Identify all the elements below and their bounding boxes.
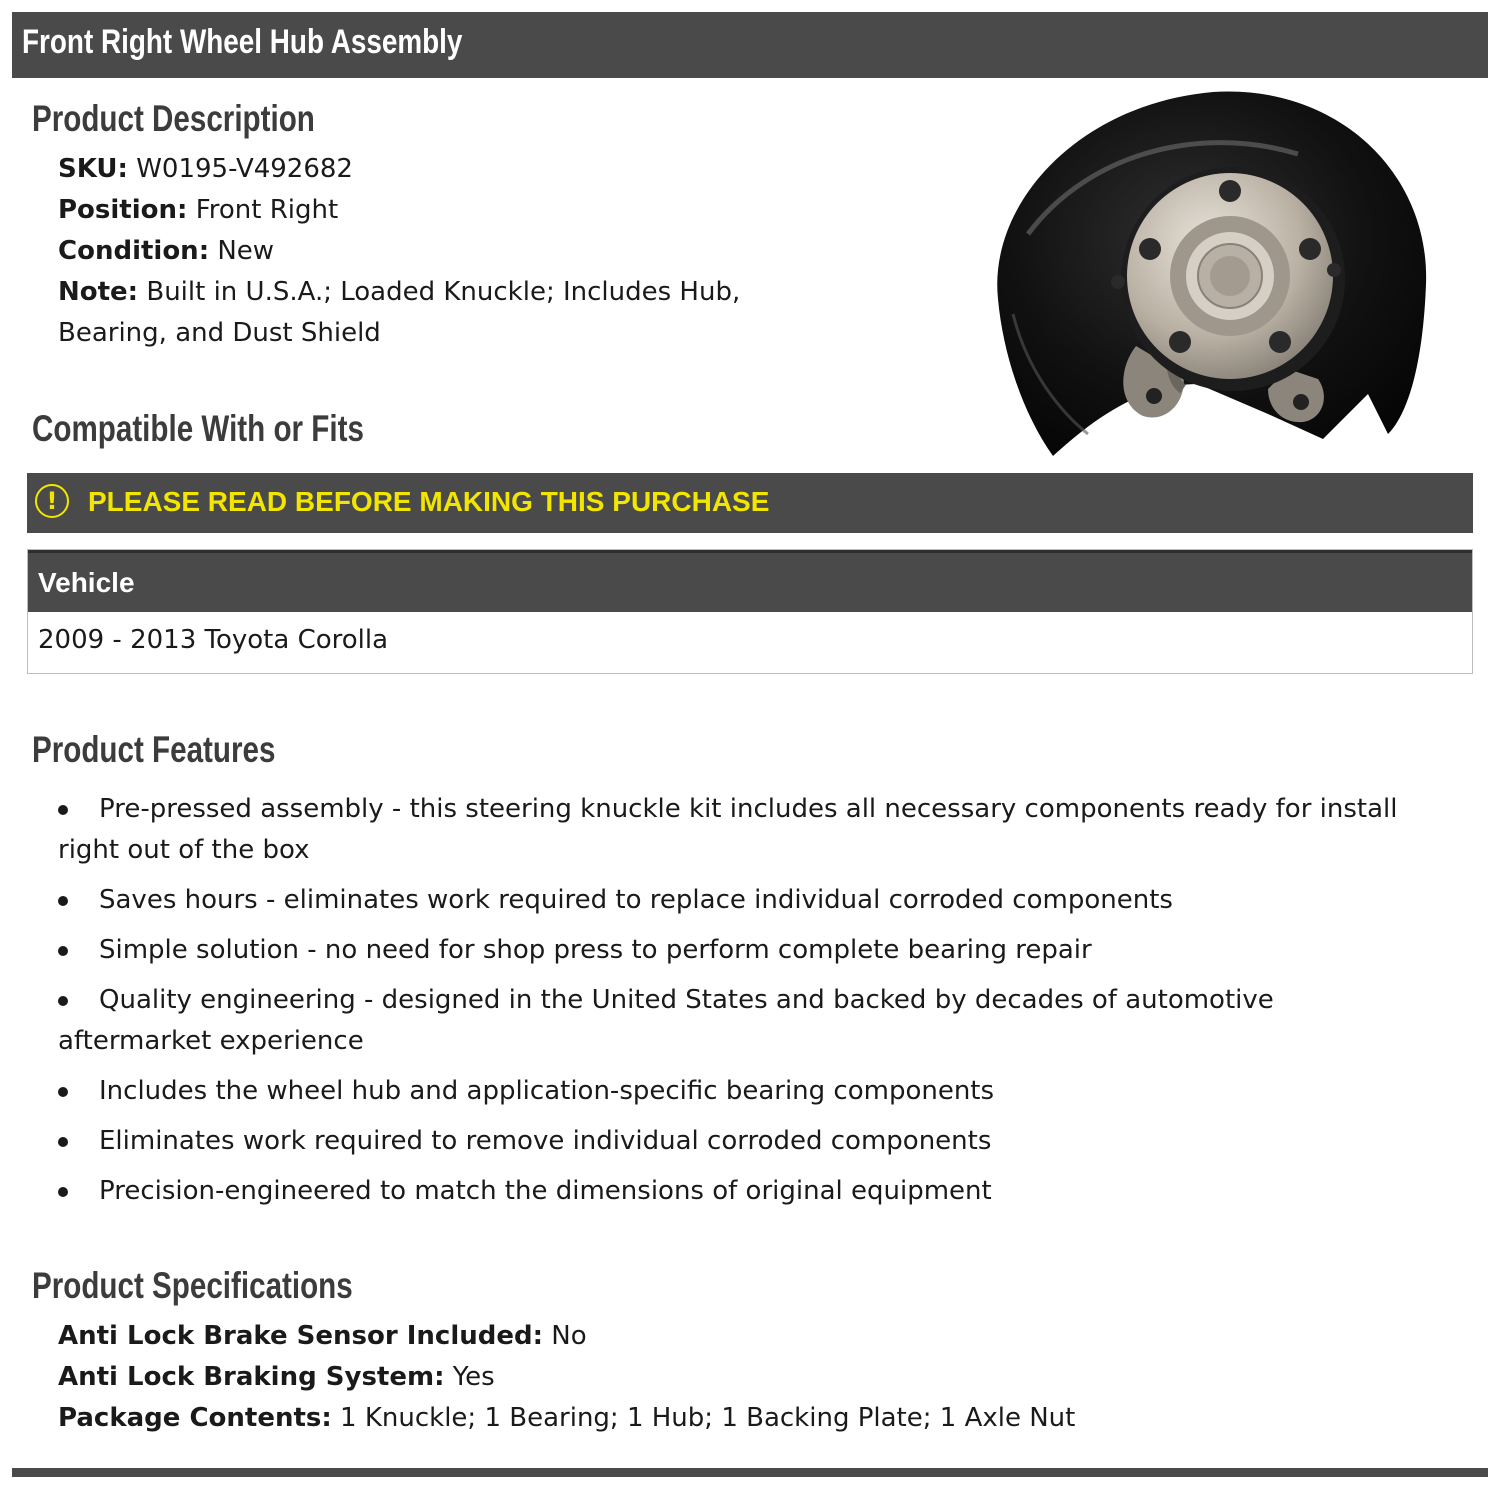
bullet-icon <box>58 1087 68 1097</box>
vehicle-column-header: Vehicle <box>38 567 135 598</box>
note-value-line1: Built in U.S.A.; Loaded Knuckle; Includes Hub, <box>146 277 741 307</box>
condition-row <box>58 231 274 272</box>
product-features-heading: Product Features <box>32 729 276 770</box>
vehicle-row: 2009 - 2013 Toyota Corolla <box>38 625 389 655</box>
bullet-icon <box>58 996 68 1006</box>
abs-system-value: Yes <box>452 1362 495 1392</box>
wheel-hub-assembly-image <box>968 84 1438 464</box>
note-value-line2: Bearing, and Dust Shield <box>58 318 381 348</box>
sku-label: SKU: <box>58 154 128 184</box>
compatible-heading: Compatible With or Fits <box>32 408 364 449</box>
condition-value: New <box>217 236 275 266</box>
sku-row <box>58 149 353 190</box>
abs-sensor-value: No <box>551 1321 587 1351</box>
feature-item-4-cont: aftermarket experience <box>58 1026 364 1056</box>
purchase-warning-banner <box>27 473 1473 533</box>
package-contents-row <box>58 1398 1075 1439</box>
bullet-icon <box>58 805 68 815</box>
feature-item-2: Saves hours - eliminates work required to replace individual corroded components <box>99 885 1173 915</box>
footer-divider <box>12 1468 1488 1477</box>
package-contents-label: Package Contents: <box>58 1403 332 1433</box>
vehicle-table-header <box>28 550 1472 612</box>
bullet-icon <box>58 1137 68 1147</box>
feature-item-6: Eliminates work required to remove individual corroded components <box>99 1126 992 1156</box>
product-description-heading: Product Description <box>32 98 315 139</box>
bullet-icon <box>58 946 68 956</box>
warning-icon: ! <box>35 484 69 518</box>
feature-item-1-cont: right out of the box <box>58 835 310 865</box>
abs-system-label: Anti Lock Braking System: <box>58 1362 445 1392</box>
vehicle-table <box>27 549 1473 674</box>
abs-sensor-row <box>58 1316 587 1357</box>
package-contents-value: 1 Knuckle; 1 Bearing; 1 Hub; 1 Backing Plate; 1 Axle Nut <box>340 1403 1076 1433</box>
position-row <box>58 190 338 231</box>
condition-label: Condition: <box>58 236 210 266</box>
feature-item-1: Pre-pressed assembly - this steering knuckle kit includes all necessary components ready for install <box>99 794 1398 824</box>
abs-system-row <box>58 1357 495 1398</box>
feature-item-5: Includes the wheel hub and application-specific bearing components <box>99 1076 995 1106</box>
bullet-icon <box>58 1187 68 1197</box>
position-value: Front Right <box>195 195 339 225</box>
position-label: Position: <box>58 195 188 225</box>
sku-value: W0195-V492682 <box>136 154 353 184</box>
title-bar <box>12 12 1488 78</box>
feature-item-3: Simple solution - no need for shop press to perform complete bearing repair <box>99 935 1092 965</box>
feature-item-4: Quality engineering - designed in the United States and backed by decades of automotive <box>99 985 1274 1015</box>
feature-item-7: Precision-engineered to match the dimensions of original equipment <box>99 1176 992 1206</box>
note-label: Note: <box>58 277 139 307</box>
note-row <box>58 272 740 313</box>
bullet-icon <box>58 896 68 906</box>
product-specifications-heading: Product Specifications <box>32 1265 353 1306</box>
abs-sensor-label: Anti Lock Brake Sensor Included: <box>58 1321 544 1351</box>
page-title: Front Right Wheel Hub Assembly <box>22 23 463 61</box>
warning-text: PLEASE READ BEFORE MAKING THIS PURCHASE <box>88 486 770 517</box>
